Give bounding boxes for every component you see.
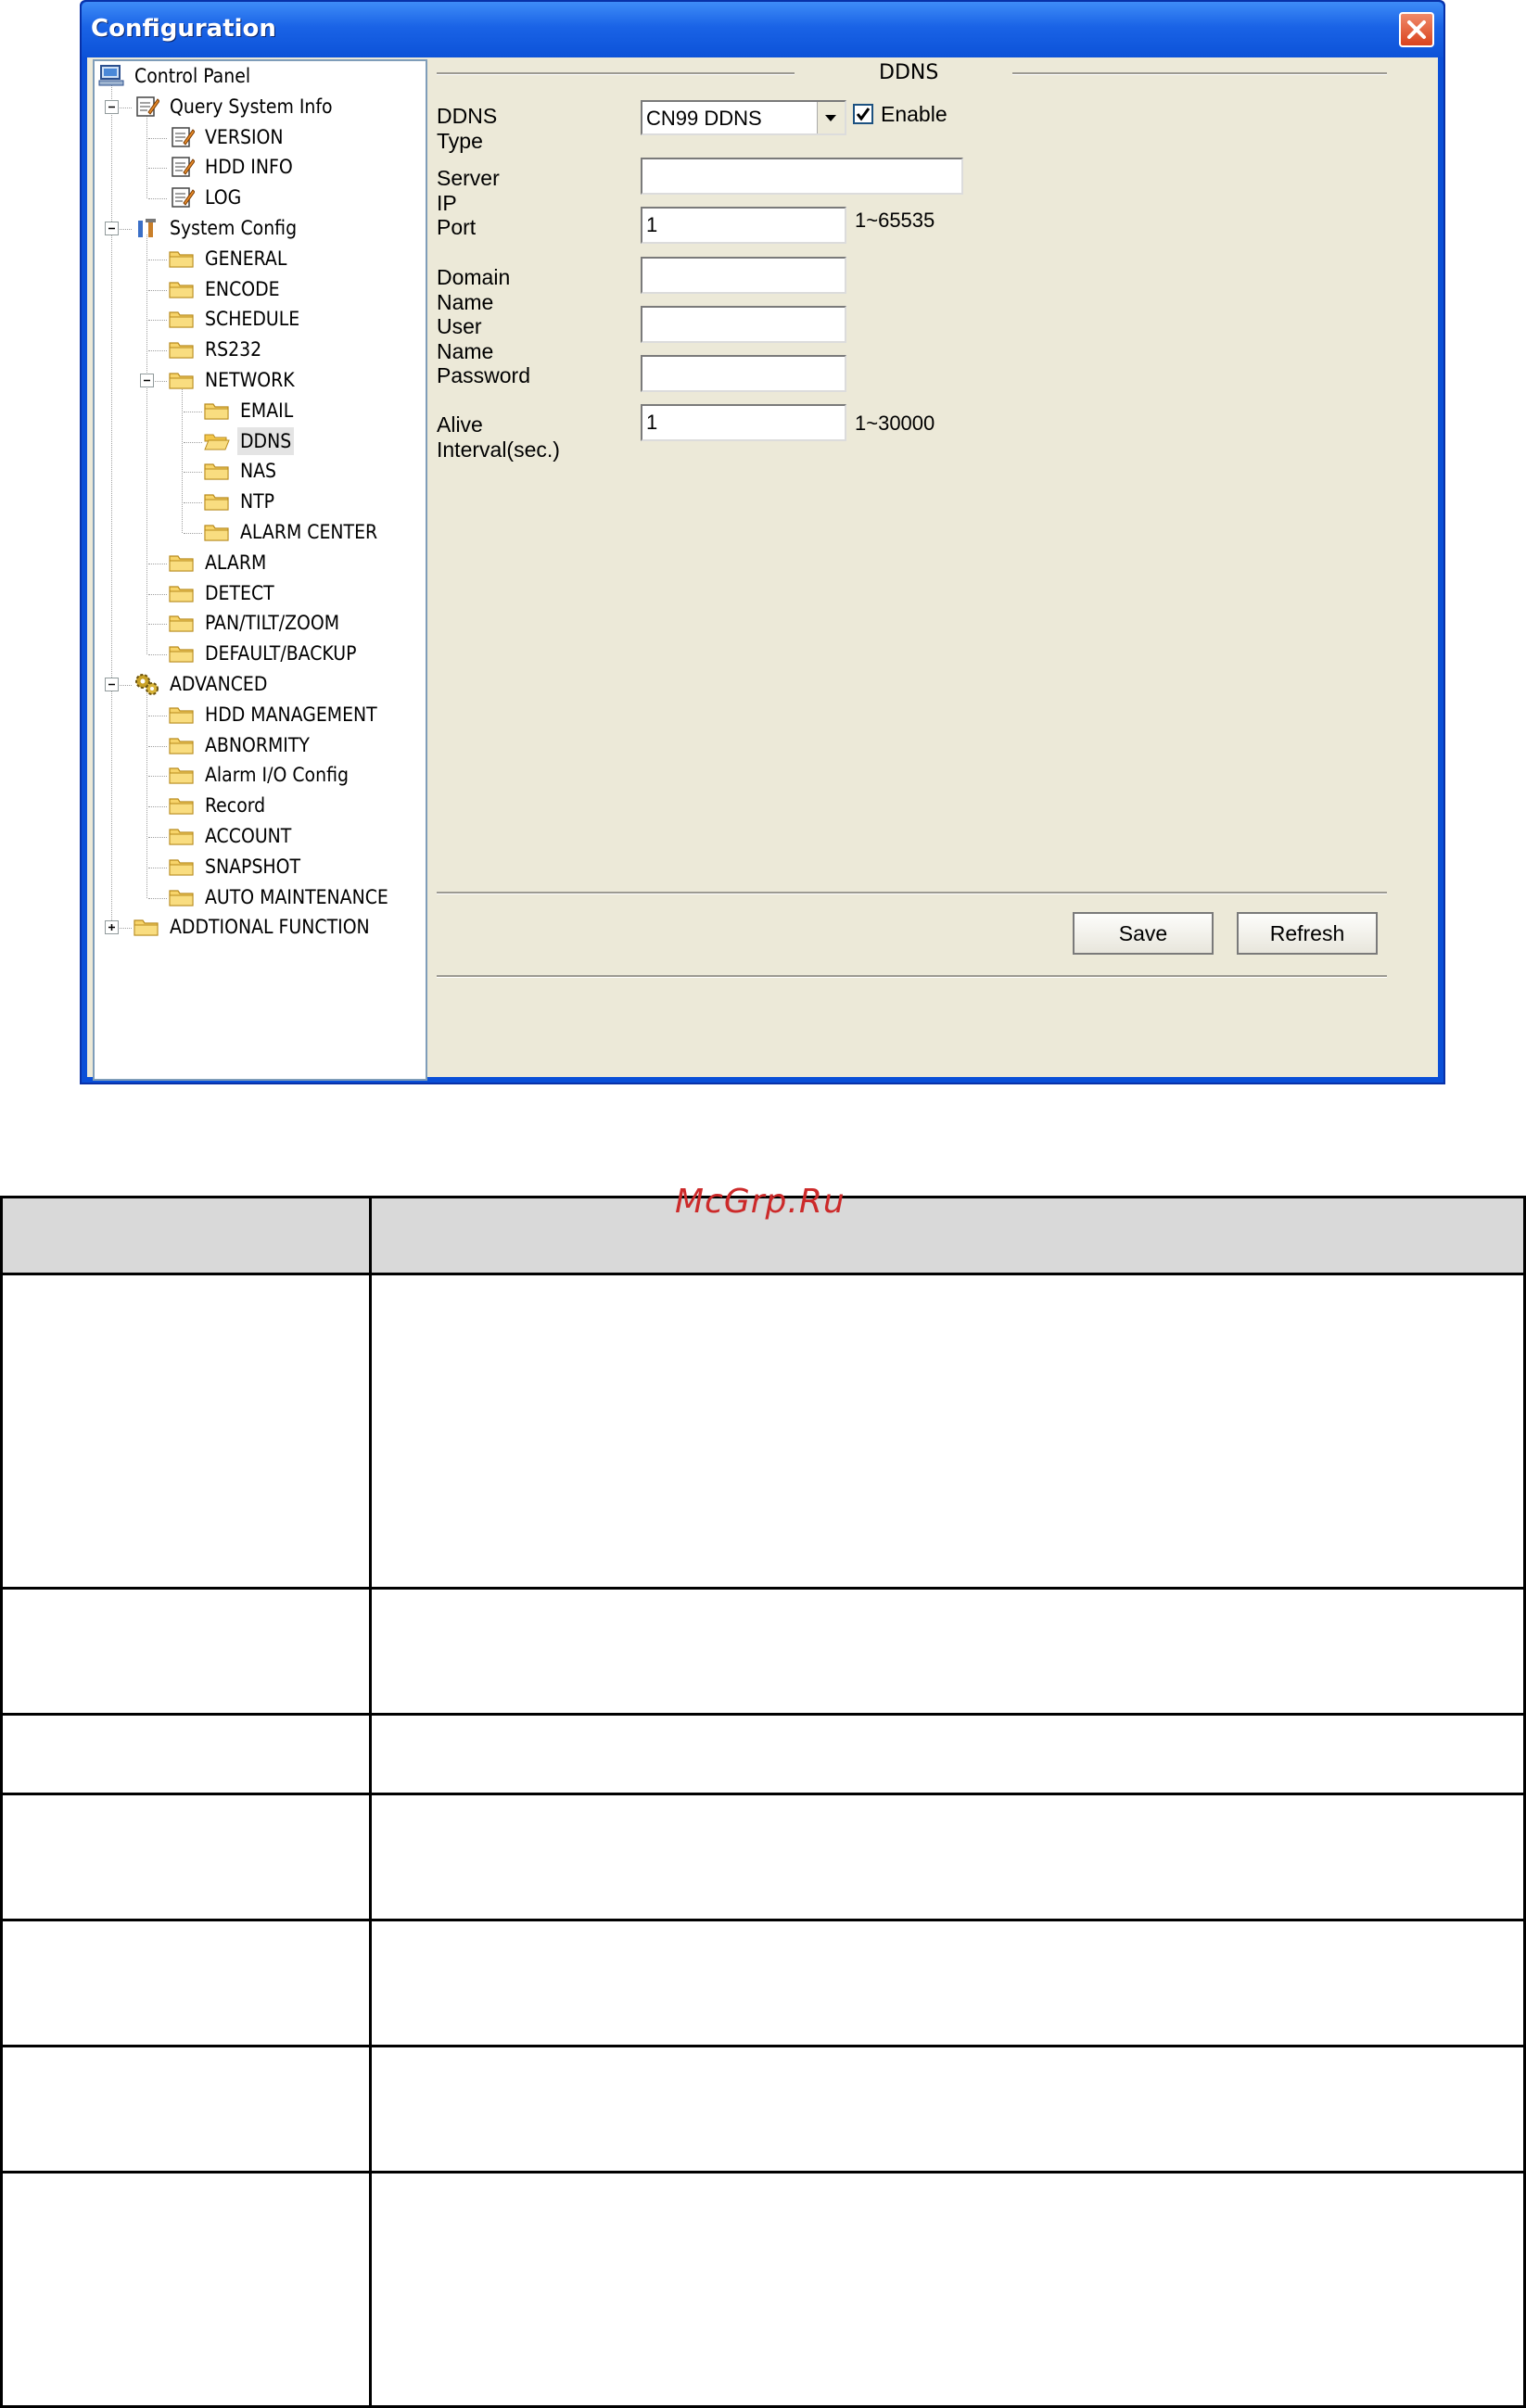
tree-connector-line <box>184 533 202 534</box>
tree-connector-line <box>184 442 202 443</box>
tree-item-label: Control Panel <box>134 65 251 87</box>
folder-icon <box>169 369 195 391</box>
folder-icon <box>169 734 195 756</box>
table-row <box>2 1715 1525 1794</box>
tree-item-label: SCHEDULE <box>205 308 300 331</box>
tools-icon <box>134 217 159 239</box>
table-cell <box>371 1274 1525 1589</box>
user-name-label: User Name <box>437 314 494 363</box>
domain-name-label: Domain Name <box>437 265 511 314</box>
tree-connector-line <box>148 806 167 807</box>
notepad-icon <box>169 186 195 209</box>
tree-connector-line <box>148 776 167 777</box>
checkmark-icon <box>855 106 871 122</box>
folder-icon <box>204 460 230 482</box>
save-button[interactable]: Save <box>1073 912 1214 955</box>
table-cell <box>2 1715 371 1794</box>
tree-connector-line <box>148 290 167 291</box>
folder-icon <box>169 247 195 270</box>
notepad-icon <box>169 126 195 148</box>
folder-icon <box>169 886 195 908</box>
section-title: DDNS <box>879 61 939 84</box>
folder-icon <box>169 825 195 847</box>
table-cell <box>2 1794 371 1920</box>
table-cell <box>2 1274 371 1589</box>
tree-connector-line <box>148 138 167 139</box>
folder-icon <box>134 916 159 938</box>
table-row <box>2 2173 1525 2407</box>
tree-connector-line <box>182 387 183 533</box>
table-cell <box>2 2173 371 2407</box>
tree-item-label: DEFAULT/BACKUP <box>205 642 357 665</box>
table-header-cell <box>371 1198 1525 1274</box>
watermark: McGrp.Ru <box>675 1183 846 1221</box>
enable-checkbox[interactable] <box>853 104 873 124</box>
alive-interval-label: Alive Interval(sec.) <box>437 412 560 462</box>
folder-icon <box>169 551 195 574</box>
section-divider-left <box>437 72 795 75</box>
title-bar[interactable] <box>82 2 1443 57</box>
tree-connector-line <box>148 350 167 351</box>
tree-connector-line <box>146 113 147 198</box>
tree-connector-line <box>184 472 202 473</box>
tree-item-label: HDD INFO <box>205 156 293 179</box>
folder-icon <box>169 703 195 726</box>
table-cell <box>371 2047 1525 2173</box>
enable-label: Enable <box>881 102 947 126</box>
table-cell <box>371 2173 1525 2407</box>
tree-item-label: DDNS <box>237 427 294 455</box>
folder-icon <box>169 855 195 878</box>
port-label: Port <box>437 215 477 239</box>
password-label: Password <box>437 363 530 387</box>
tree-item-label: Record <box>205 794 266 817</box>
domain-name-input[interactable] <box>641 257 846 294</box>
tree-item-label: ALARM CENTER <box>240 521 378 543</box>
folder-icon <box>204 521 230 543</box>
table-cell <box>2 1920 371 2047</box>
folder-icon <box>169 338 195 361</box>
tree-item-label: SNAPSHOT <box>205 855 301 878</box>
tree-item-label: RS232 <box>205 338 262 361</box>
tree-connector-line <box>148 898 167 899</box>
configuration-window <box>80 0 1445 1084</box>
table-cell <box>371 1715 1525 1794</box>
tree-item-label: DETECT <box>205 581 274 604</box>
folder-icon <box>169 794 195 817</box>
window-title: Configuration <box>91 15 276 43</box>
table-cell <box>371 1589 1525 1715</box>
notepad-icon <box>169 156 195 178</box>
ddns-type-label: DDNS Type <box>437 104 498 153</box>
button-divider-bottom <box>437 975 1387 978</box>
ddns-type-select[interactable] <box>641 100 846 135</box>
tree-item-label: Alarm I/O Config <box>205 764 349 787</box>
tree-connector-line <box>184 502 202 503</box>
close-button[interactable] <box>1399 12 1434 47</box>
gears-icon <box>134 673 159 695</box>
alive-interval-range-hint: 1~30000 <box>855 412 935 435</box>
folder-icon <box>169 308 195 330</box>
tree-item-label: NETWORK <box>205 369 295 391</box>
password-input[interactable] <box>641 355 846 392</box>
collapse-icon[interactable] <box>140 374 154 387</box>
refresh-button[interactable]: Refresh <box>1237 912 1378 955</box>
port-range-hint: 1~65535 <box>855 209 935 232</box>
tree-connector-line <box>146 234 147 654</box>
tree-item-label: NAS <box>240 460 277 483</box>
folder-icon <box>204 490 230 513</box>
navigation-tree[interactable] <box>93 59 427 1081</box>
collapse-icon[interactable] <box>105 222 119 235</box>
ddns-type-value: CN99 DDNS <box>646 107 762 130</box>
tree-item-label: NTP <box>240 490 275 513</box>
server-ip-label: Server IP <box>437 166 500 215</box>
collapse-icon[interactable] <box>105 678 119 691</box>
tree-item-label: ACCOUNT <box>205 825 292 847</box>
table-row <box>2 1920 1525 2047</box>
table-header-cell <box>2 1198 371 1274</box>
folder-icon <box>169 764 195 786</box>
tree-connector-line <box>148 594 167 595</box>
parameter-table <box>0 1196 1526 2408</box>
folder-icon <box>169 278 195 300</box>
tree-connector-line <box>148 198 167 199</box>
table-row <box>2 1274 1525 1589</box>
tree-item-label: ADVANCED <box>170 673 268 695</box>
table-row <box>2 1794 1525 1920</box>
close-icon <box>1406 19 1427 40</box>
user-name-input[interactable] <box>641 306 846 343</box>
tree-connector-line <box>111 82 112 928</box>
tree-item-label: ADDTIONAL FUNCTION <box>170 916 370 939</box>
expand-icon[interactable] <box>105 920 119 934</box>
tree-item-label: System Config <box>170 217 298 239</box>
tree-item-label: ENCODE <box>205 277 280 300</box>
notepad-icon <box>134 95 159 118</box>
folder-icon <box>204 399 230 422</box>
server-ip-input[interactable] <box>641 158 963 195</box>
folder-icon <box>169 612 195 634</box>
tree-item-label: HDD MANAGEMENT <box>205 703 377 726</box>
tree-connector-line <box>148 746 167 747</box>
tree-item-label: ALARM <box>205 551 267 574</box>
tree-item-label: ABNORMITY <box>205 733 310 756</box>
tree-item-label: AUTO MAINTENANCE <box>205 885 388 908</box>
table-row <box>2 1589 1525 1715</box>
table-cell <box>2 1589 371 1715</box>
table-cell <box>2 2047 371 2173</box>
folder-icon <box>169 582 195 604</box>
port-input[interactable] <box>641 207 846 244</box>
tree-connector-line <box>148 624 167 625</box>
section-divider-right <box>1012 72 1387 75</box>
button-divider-top <box>437 892 1387 894</box>
tree-item-label: VERSION <box>205 125 284 148</box>
tree-item-label: Query System Info <box>170 95 333 118</box>
tree-item-label: PAN/TILT/ZOOM <box>205 612 340 635</box>
folder-icon <box>169 642 195 665</box>
tree-connector-line <box>148 654 167 655</box>
client-area <box>87 57 1438 1077</box>
computer-icon <box>98 65 124 87</box>
alive-interval-input[interactable] <box>641 404 846 441</box>
tree-connector-line <box>146 691 147 898</box>
folder-open-icon <box>204 430 230 452</box>
tree-item-label: EMAIL <box>240 399 294 422</box>
collapse-icon[interactable] <box>105 100 119 114</box>
tree-item-label: LOG <box>205 186 242 209</box>
tree-connector-line <box>148 320 167 321</box>
tree-connector-line <box>148 837 167 838</box>
dropdown-arrow-icon[interactable] <box>817 102 845 133</box>
table-cell <box>371 1794 1525 1920</box>
table-row <box>2 2047 1525 2173</box>
tree-connector-line <box>148 168 167 169</box>
tree-item-label: GENERAL <box>205 247 287 270</box>
table-cell <box>371 1920 1525 2047</box>
